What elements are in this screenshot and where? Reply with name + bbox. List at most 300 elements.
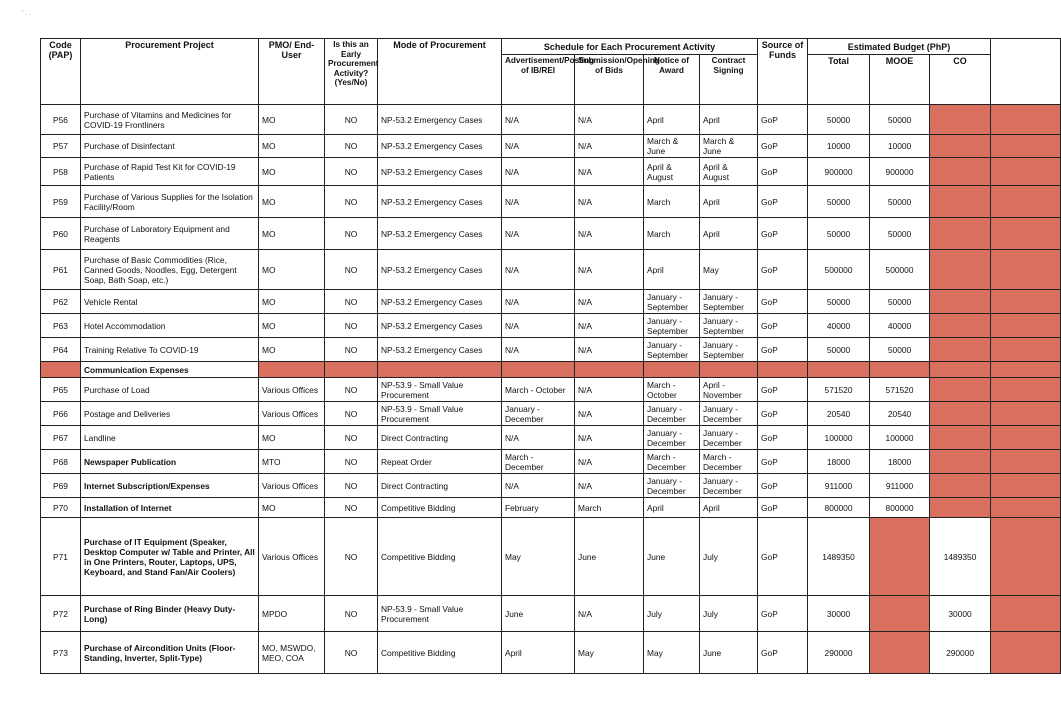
cell-mode: NP-53.2 Emergency Cases bbox=[378, 135, 502, 158]
cell-source: GoP bbox=[758, 426, 808, 450]
cell-code: P72 bbox=[41, 596, 81, 632]
cell-advert: April bbox=[502, 632, 575, 674]
cell-source: GoP bbox=[758, 518, 808, 596]
cell-submission: N/A bbox=[575, 158, 644, 186]
cell-extra bbox=[991, 498, 1061, 518]
cell-contract: March - December bbox=[700, 450, 758, 474]
table-row bbox=[41, 290, 1061, 314]
cell-advert: N/A bbox=[502, 474, 575, 498]
cell-pmo: MPDO bbox=[259, 596, 325, 632]
cell-submission: June bbox=[575, 518, 644, 596]
cell-early: NO bbox=[325, 498, 378, 518]
cell-source: GoP bbox=[758, 135, 808, 158]
cell-co bbox=[930, 474, 991, 498]
cell-notice: January - September bbox=[644, 314, 700, 338]
cell-pmo: MO bbox=[259, 290, 325, 314]
table-body bbox=[41, 105, 1061, 674]
cell-code: P70 bbox=[41, 498, 81, 518]
cell-project: Landline bbox=[81, 426, 259, 450]
cell-early: NO bbox=[325, 596, 378, 632]
cell-project: Purchase of Basic Commodities (Rice, Canned Goods, Noodles, Egg, Detergent Soap, Bath Soap, etc.) bbox=[81, 250, 259, 290]
cell-total: 1489350 bbox=[808, 518, 870, 596]
cell-submission: N/A bbox=[575, 218, 644, 250]
cell-advert: N/A bbox=[502, 314, 575, 338]
cell-notice: January - December bbox=[644, 474, 700, 498]
cell-contract: January - September bbox=[700, 290, 758, 314]
cell-project: Newspaper Publication bbox=[81, 450, 259, 474]
category-row bbox=[41, 362, 1061, 378]
cell-code: P56 bbox=[41, 105, 81, 135]
cell-project: Installation of Internet bbox=[81, 498, 259, 518]
col-notice: Notice of Award bbox=[644, 55, 700, 105]
cell-submission: N/A bbox=[575, 186, 644, 218]
cell-total: 50000 bbox=[808, 218, 870, 250]
cell-mooe: 50000 bbox=[870, 290, 930, 314]
cell-mooe: 50000 bbox=[870, 338, 930, 362]
cell-project: Purchase of Vitamins and Medicines for COVID-19 Frontliners bbox=[81, 105, 259, 135]
cell-mode: NP-53.9 - Small Value Procurement bbox=[378, 596, 502, 632]
col-advert: Advertisement/Posting of IB/REI bbox=[502, 55, 575, 105]
cell-mode: NP-53.2 Emergency Cases bbox=[378, 314, 502, 338]
cell-source: GoP bbox=[758, 186, 808, 218]
cell-total: 50000 bbox=[808, 105, 870, 135]
cell-notice: March - December bbox=[644, 450, 700, 474]
cell-contract: April bbox=[700, 218, 758, 250]
cell-co: 30000 bbox=[930, 596, 991, 632]
cell-pmo: Various Offices bbox=[259, 518, 325, 596]
table-row bbox=[41, 186, 1061, 218]
scan-artifact: ' . . bbox=[22, 10, 32, 17]
cell-pmo: MO bbox=[259, 498, 325, 518]
cell-submission: March bbox=[575, 498, 644, 518]
col-schedule: Schedule for Each Procurement Activity bbox=[502, 39, 758, 55]
cell-advert: N/A bbox=[502, 218, 575, 250]
cell-submission: N/A bbox=[575, 402, 644, 426]
cell-project: Training Relative To COVID-19 bbox=[81, 338, 259, 362]
cell-early: NO bbox=[325, 338, 378, 362]
cell-submission: N/A bbox=[575, 250, 644, 290]
cell-co bbox=[930, 426, 991, 450]
cell-extra bbox=[991, 338, 1061, 362]
cell-project: Purchase of Laboratory Equipment and Reagents bbox=[81, 218, 259, 250]
cell-notice: April bbox=[644, 498, 700, 518]
cell-advert: March - December bbox=[502, 450, 575, 474]
cell-pmo: MO bbox=[259, 158, 325, 186]
cell-early: NO bbox=[325, 378, 378, 402]
cell-mode: NP-53.2 Emergency Cases bbox=[378, 250, 502, 290]
cell-mooe: 800000 bbox=[870, 498, 930, 518]
cell-pmo: MO bbox=[259, 314, 325, 338]
category-cell bbox=[758, 362, 808, 378]
cell-mode: NP-53.2 Emergency Cases bbox=[378, 218, 502, 250]
cell-contract: January - December bbox=[700, 402, 758, 426]
cell-extra bbox=[991, 290, 1061, 314]
cell-early: NO bbox=[325, 426, 378, 450]
cell-code: P67 bbox=[41, 426, 81, 450]
cell-code: P62 bbox=[41, 290, 81, 314]
cell-mooe: 911000 bbox=[870, 474, 930, 498]
cell-source: GoP bbox=[758, 498, 808, 518]
cell-total: 50000 bbox=[808, 290, 870, 314]
cell-extra bbox=[991, 632, 1061, 674]
cell-total: 18000 bbox=[808, 450, 870, 474]
col-contract: Contract Signing bbox=[700, 55, 758, 105]
cell-early: NO bbox=[325, 402, 378, 426]
cell-notice: April bbox=[644, 105, 700, 135]
col-budget: Estimated Budget (PhP) bbox=[808, 39, 991, 55]
cell-notice: March bbox=[644, 186, 700, 218]
cell-co bbox=[930, 250, 991, 290]
cell-total: 50000 bbox=[808, 338, 870, 362]
category-cell bbox=[808, 362, 870, 378]
cell-advert: N/A bbox=[502, 250, 575, 290]
table-row bbox=[41, 250, 1061, 290]
category-code-cell bbox=[41, 362, 81, 378]
cell-notice: July bbox=[644, 596, 700, 632]
cell-code: P69 bbox=[41, 474, 81, 498]
cell-total: 800000 bbox=[808, 498, 870, 518]
procurement-plan-document bbox=[40, 38, 1024, 682]
cell-extra bbox=[991, 218, 1061, 250]
cell-advert: N/A bbox=[502, 135, 575, 158]
cell-advert: N/A bbox=[502, 338, 575, 362]
cell-co bbox=[930, 218, 991, 250]
cell-notice: January - December bbox=[644, 402, 700, 426]
table-row bbox=[41, 426, 1061, 450]
cell-co bbox=[930, 338, 991, 362]
col-code: Code (PAP) bbox=[41, 39, 81, 105]
cell-project: Purchase of Disinfectant bbox=[81, 135, 259, 158]
cell-source: GoP bbox=[758, 105, 808, 135]
cell-total: 911000 bbox=[808, 474, 870, 498]
cell-mode: Direct Contracting bbox=[378, 426, 502, 450]
category-cell bbox=[502, 362, 575, 378]
cell-advert: February bbox=[502, 498, 575, 518]
cell-early: NO bbox=[325, 632, 378, 674]
cell-extra bbox=[991, 314, 1061, 338]
cell-mooe: 50000 bbox=[870, 105, 930, 135]
cell-mooe bbox=[870, 632, 930, 674]
cell-submission: N/A bbox=[575, 314, 644, 338]
cell-total: 100000 bbox=[808, 426, 870, 450]
cell-submission: N/A bbox=[575, 474, 644, 498]
cell-source: GoP bbox=[758, 402, 808, 426]
cell-pmo: MO, MSWDO, MEO, COA bbox=[259, 632, 325, 674]
cell-source: GoP bbox=[758, 378, 808, 402]
cell-pmo: MO bbox=[259, 186, 325, 218]
cell-submission: N/A bbox=[575, 450, 644, 474]
table-row bbox=[41, 105, 1061, 135]
cell-co bbox=[930, 135, 991, 158]
cell-advert: March - October bbox=[502, 378, 575, 402]
cell-total: 900000 bbox=[808, 158, 870, 186]
cell-code: P63 bbox=[41, 314, 81, 338]
cell-advert: May bbox=[502, 518, 575, 596]
cell-total: 290000 bbox=[808, 632, 870, 674]
cell-project: Internet Subscription/Expenses bbox=[81, 474, 259, 498]
table-row bbox=[41, 596, 1061, 632]
col-submission: Submission/Opening of Bids bbox=[575, 55, 644, 105]
cell-extra bbox=[991, 596, 1061, 632]
cell-early: NO bbox=[325, 135, 378, 158]
cell-mooe: 10000 bbox=[870, 135, 930, 158]
cell-mode: NP-53.2 Emergency Cases bbox=[378, 158, 502, 186]
table-row bbox=[41, 518, 1061, 596]
cell-advert: N/A bbox=[502, 158, 575, 186]
table-row bbox=[41, 378, 1061, 402]
cell-mode: NP-53.2 Emergency Cases bbox=[378, 338, 502, 362]
col-project: Procurement Project bbox=[81, 39, 259, 105]
cell-project: Vehicle Rental bbox=[81, 290, 259, 314]
cell-mooe: 18000 bbox=[870, 450, 930, 474]
cell-early: NO bbox=[325, 186, 378, 218]
cell-pmo: MO bbox=[259, 426, 325, 450]
cell-code: P59 bbox=[41, 186, 81, 218]
cell-extra bbox=[991, 518, 1061, 596]
cell-contract: April bbox=[700, 186, 758, 218]
cell-notice: January - December bbox=[644, 426, 700, 450]
cell-mooe: 50000 bbox=[870, 218, 930, 250]
cell-total: 500000 bbox=[808, 250, 870, 290]
cell-submission: N/A bbox=[575, 426, 644, 450]
cell-code: P57 bbox=[41, 135, 81, 158]
cell-co bbox=[930, 378, 991, 402]
cell-mode: Repeat Order bbox=[378, 450, 502, 474]
cell-code: P58 bbox=[41, 158, 81, 186]
cell-mooe bbox=[870, 518, 930, 596]
cell-notice: January - September bbox=[644, 338, 700, 362]
cell-mooe: 20540 bbox=[870, 402, 930, 426]
cell-contract: May bbox=[700, 250, 758, 290]
cell-early: NO bbox=[325, 290, 378, 314]
cell-pmo: MO bbox=[259, 135, 325, 158]
cell-extra bbox=[991, 186, 1061, 218]
cell-co bbox=[930, 402, 991, 426]
col-mode: Mode of Procurement bbox=[378, 39, 502, 105]
cell-total: 10000 bbox=[808, 135, 870, 158]
cell-extra bbox=[991, 402, 1061, 426]
cell-code: P61 bbox=[41, 250, 81, 290]
category-cell bbox=[325, 362, 378, 378]
cell-extra bbox=[991, 378, 1061, 402]
table-row bbox=[41, 474, 1061, 498]
cell-notice: May bbox=[644, 632, 700, 674]
cell-early: NO bbox=[325, 314, 378, 338]
category-cell bbox=[870, 362, 930, 378]
table-row bbox=[41, 314, 1061, 338]
cell-contract: April & August bbox=[700, 158, 758, 186]
cell-code: P60 bbox=[41, 218, 81, 250]
cell-submission: N/A bbox=[575, 135, 644, 158]
cell-code: P66 bbox=[41, 402, 81, 426]
cell-extra bbox=[991, 135, 1061, 158]
cell-co bbox=[930, 290, 991, 314]
cell-extra bbox=[991, 158, 1061, 186]
cell-submission: N/A bbox=[575, 105, 644, 135]
cell-project: Purchase of Ring Binder (Heavy Duty-Long) bbox=[81, 596, 259, 632]
category-cell bbox=[991, 362, 1061, 378]
cell-extra bbox=[991, 474, 1061, 498]
cell-advert: N/A bbox=[502, 290, 575, 314]
cell-notice: March bbox=[644, 218, 700, 250]
col-total: Total bbox=[808, 55, 870, 105]
cell-co bbox=[930, 314, 991, 338]
cell-extra bbox=[991, 450, 1061, 474]
cell-contract: July bbox=[700, 518, 758, 596]
cell-notice: April bbox=[644, 250, 700, 290]
cell-project: Hotel Accommodation bbox=[81, 314, 259, 338]
cell-mode: NP-53.2 Emergency Cases bbox=[378, 290, 502, 314]
cell-mooe: 571520 bbox=[870, 378, 930, 402]
cell-early: NO bbox=[325, 450, 378, 474]
category-cell bbox=[378, 362, 502, 378]
cell-total: 20540 bbox=[808, 402, 870, 426]
table-row bbox=[41, 632, 1061, 674]
col-extra bbox=[991, 39, 1061, 105]
cell-mode: Competitive Bidding bbox=[378, 518, 502, 596]
cell-source: GoP bbox=[758, 338, 808, 362]
cell-early: NO bbox=[325, 105, 378, 135]
cell-co bbox=[930, 498, 991, 518]
category-cell bbox=[644, 362, 700, 378]
cell-notice: March - October bbox=[644, 378, 700, 402]
table-row bbox=[41, 450, 1061, 474]
cell-submission: N/A bbox=[575, 338, 644, 362]
cell-contract: January - December bbox=[700, 474, 758, 498]
cell-pmo: MTO bbox=[259, 450, 325, 474]
table-row bbox=[41, 135, 1061, 158]
cell-contract: April bbox=[700, 498, 758, 518]
cell-code: P64 bbox=[41, 338, 81, 362]
cell-source: GoP bbox=[758, 596, 808, 632]
cell-contract: April - November bbox=[700, 378, 758, 402]
cell-mooe bbox=[870, 596, 930, 632]
cell-submission: N/A bbox=[575, 378, 644, 402]
cell-project: Purchase of Rapid Test Kit for COVID-19 Patients bbox=[81, 158, 259, 186]
cell-pmo: MO bbox=[259, 250, 325, 290]
table-row bbox=[41, 218, 1061, 250]
category-cell bbox=[575, 362, 644, 378]
cell-co bbox=[930, 158, 991, 186]
col-early: Is this an Early Procurement Activity? (Yes/No) bbox=[325, 39, 378, 105]
cell-co bbox=[930, 186, 991, 218]
cell-contract: January - December bbox=[700, 426, 758, 450]
table-row bbox=[41, 338, 1061, 362]
cell-advert: N/A bbox=[502, 186, 575, 218]
cell-extra bbox=[991, 250, 1061, 290]
cell-contract: June bbox=[700, 632, 758, 674]
cell-contract: July bbox=[700, 596, 758, 632]
category-cell bbox=[259, 362, 325, 378]
cell-source: GoP bbox=[758, 632, 808, 674]
cell-code: P68 bbox=[41, 450, 81, 474]
col-source: Source of Funds bbox=[758, 39, 808, 105]
cell-co: 290000 bbox=[930, 632, 991, 674]
category-cell bbox=[930, 362, 991, 378]
cell-co: 1489350 bbox=[930, 518, 991, 596]
cell-project: Purchase of Load bbox=[81, 378, 259, 402]
cell-submission: N/A bbox=[575, 596, 644, 632]
cell-early: NO bbox=[325, 474, 378, 498]
cell-mode: NP-53.2 Emergency Cases bbox=[378, 105, 502, 135]
cell-advert: January - December bbox=[502, 402, 575, 426]
cell-contract: April bbox=[700, 105, 758, 135]
cell-mode: NP-53.9 - Small Value Procurement bbox=[378, 378, 502, 402]
cell-submission: N/A bbox=[575, 290, 644, 314]
cell-project: Purchase of Aircondition Units (Floor-Standing, Inverter, Split-Type) bbox=[81, 632, 259, 674]
cell-notice: June bbox=[644, 518, 700, 596]
cell-pmo: Various Offices bbox=[259, 402, 325, 426]
cell-source: GoP bbox=[758, 450, 808, 474]
category-cell bbox=[700, 362, 758, 378]
cell-notice: March & June bbox=[644, 135, 700, 158]
cell-mode: NP-53.2 Emergency Cases bbox=[378, 186, 502, 218]
cell-code: P65 bbox=[41, 378, 81, 402]
cell-pmo: Various Offices bbox=[259, 474, 325, 498]
cell-mooe: 100000 bbox=[870, 426, 930, 450]
cell-mooe: 40000 bbox=[870, 314, 930, 338]
cell-early: NO bbox=[325, 218, 378, 250]
cell-pmo: Various Offices bbox=[259, 378, 325, 402]
cell-total: 571520 bbox=[808, 378, 870, 402]
category-label: Communication Expenses bbox=[81, 362, 259, 378]
col-mooe: MOOE bbox=[870, 55, 930, 105]
col-pmo: PMO/ End-User bbox=[259, 39, 325, 105]
cell-total: 50000 bbox=[808, 186, 870, 218]
cell-source: GoP bbox=[758, 290, 808, 314]
cell-source: GoP bbox=[758, 250, 808, 290]
cell-source: GoP bbox=[758, 158, 808, 186]
cell-project: Postage and Deliveries bbox=[81, 402, 259, 426]
cell-advert: N/A bbox=[502, 105, 575, 135]
cell-mode: Direct Contracting bbox=[378, 474, 502, 498]
cell-mode: Competitive Bidding bbox=[378, 632, 502, 674]
cell-pmo: MO bbox=[259, 338, 325, 362]
cell-contract: January - September bbox=[700, 338, 758, 362]
col-co: CO bbox=[930, 55, 991, 105]
cell-pmo: MO bbox=[259, 105, 325, 135]
cell-source: GoP bbox=[758, 218, 808, 250]
cell-co bbox=[930, 105, 991, 135]
procurement-table bbox=[40, 38, 1061, 674]
cell-pmo: MO bbox=[259, 218, 325, 250]
cell-mooe: 900000 bbox=[870, 158, 930, 186]
cell-advert: June bbox=[502, 596, 575, 632]
cell-early: NO bbox=[325, 250, 378, 290]
cell-co bbox=[930, 450, 991, 474]
cell-early: NO bbox=[325, 158, 378, 186]
table-row bbox=[41, 402, 1061, 426]
cell-early: NO bbox=[325, 518, 378, 596]
cell-total: 30000 bbox=[808, 596, 870, 632]
cell-mode: Competitive Bidding bbox=[378, 498, 502, 518]
cell-total: 40000 bbox=[808, 314, 870, 338]
cell-source: GoP bbox=[758, 474, 808, 498]
cell-submission: May bbox=[575, 632, 644, 674]
cell-mode: NP-53.9 - Small Value Procurement bbox=[378, 402, 502, 426]
cell-project: Purchase of IT Equipment (Speaker, Desktop Computer w/ Table and Printer, All in One Printers, Router, Laptops, UPS, Keyboard, and Stand Fan/Air Coolers) bbox=[81, 518, 259, 596]
cell-extra bbox=[991, 426, 1061, 450]
cell-notice: January - September bbox=[644, 290, 700, 314]
cell-code: P71 bbox=[41, 518, 81, 596]
cell-source: GoP bbox=[758, 314, 808, 338]
cell-extra bbox=[991, 105, 1061, 135]
cell-notice: April & August bbox=[644, 158, 700, 186]
cell-contract: January - September bbox=[700, 314, 758, 338]
table-row bbox=[41, 498, 1061, 518]
cell-code: P73 bbox=[41, 632, 81, 674]
table-row bbox=[41, 158, 1061, 186]
